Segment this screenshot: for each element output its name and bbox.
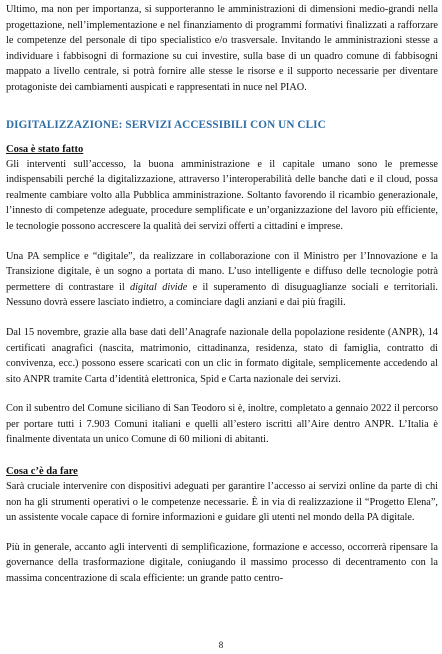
todo-heading: Cosa c’è da fare [6, 466, 78, 478]
spacer [6, 133, 438, 142]
done-paragraph-2-start: Una PA semplice e “digitale”, da realizzare in collaborazione con il Ministro per l’Innovazione e la Transizione digitale, è un sogno a portata di mano. L’uso intelligente e diffuso delle tecnologie potrà permettere di contrastare il [6, 250, 438, 293]
spacer [6, 387, 438, 401]
spacer [6, 96, 438, 118]
spacer [6, 235, 438, 249]
done-paragraph-3: Dal 15 novembre, grazie alla base dati dell’Anagrafe nazionale della popolazione residente (ANPR), 14 certificati anagrafici (nascita, matrimonio, cittadinanza, residenza, stato di famiglia, contratto di convivenza, ecc.) possono essere scaricati con un clic in formato digitale, semplicemente accedendo al sito ANPR tramite Carta d’identità elettronica, Spid e Carta nazionale dei servizi. [6, 326, 438, 385]
intro-paragraph: Ultimo, ma non per importanza, si supporteranno le amministrazioni di dimensioni medio-grandi nella progettazione, nell’implementazione e nel finanziamento di programmi formativi finalizzati a rafforzare le competenze del personale di tipo specialistico e/o trasversale. Invitando le amministrazioni stesse a individuare i fabbisogni di formazione su cui investire, sulla base di un quadro comune di fabbisogni mappato a livello centrale, si potrà fornire alle stesse le risorse e il supporto necessarie per diventare protagoniste dei cambiamenti auspicati e rappresentati in nuce nel PIAO. [6, 4, 438, 93]
todo-paragraph-2: Più in generale, accanto agli interventi di semplificazione, formazione e accesso, occorrerà ripensare la governance della trasformazione digitale, coniugando il massimo processo di decentramento con la massima concentrazione di scala efficiente: un grande patto centro- [6, 541, 438, 585]
page-number: 8 [218, 640, 224, 650]
spacer [6, 448, 438, 464]
done-paragraph-4: Con il subentro del Comune siciliano di San Teodoro si è, inoltre, completato a gennaio 2022 il percorso per portare tutti i 7.903 Comuni italiani e quelli all’estero iscritti all’Aire dentro ANPR. L’Italia è finalmente diventata un unico Comune di 60 milioni di abitanti. [6, 403, 438, 446]
spacer [6, 311, 438, 325]
todo-paragraph-1: Sarà cruciale intervenire con dispositivi adeguati per garantire l’accesso ai servizi online da parte di chi non ha gli strumenti operativi o le competenze necessarie. È in via di realizzazione il “Progetto Elena”, un assistente vocale capace di fornire informazioni e guidare gli utenti nel mondo della PA digitale. [6, 481, 438, 524]
done-paragraph-1: Gli interventi sull’accesso, la buona amministrazione e il capitale umano sono le premesse indispensabili perché la digitalizzazione, attraverso l’interoperabilità delle banche dati e il cloud, possa realmente cambiare volto alla Pubblica amministrazione. Soltanto favorendo il ricambio generazionale, l’innesto di competenze adeguate, procedure semplificate e un’organizzazione del lavoro più efficiente, le tecnologie possono accrescere la qualità dei servizi offerti a cittadini e imprese. [6, 158, 438, 232]
digital-divide-term: digital divide [130, 281, 188, 293]
document-page [6, 2, 438, 587]
section-heading: DIGITALIZZAZIONE: SERVIZI ACCESSIBILI CON UN CLIC [6, 118, 326, 131]
done-paragraph-2-end: e il superamento di disuguaglianze sociali e territoriali. Nessuno dovrà essere lasciato indietro, a cominciare dagli anziani e dai più fragili. [6, 281, 439, 309]
spacer [6, 526, 438, 540]
done-paragraph-2 [6, 249, 438, 311]
done-heading: Cosa è stato fatto [6, 143, 84, 155]
